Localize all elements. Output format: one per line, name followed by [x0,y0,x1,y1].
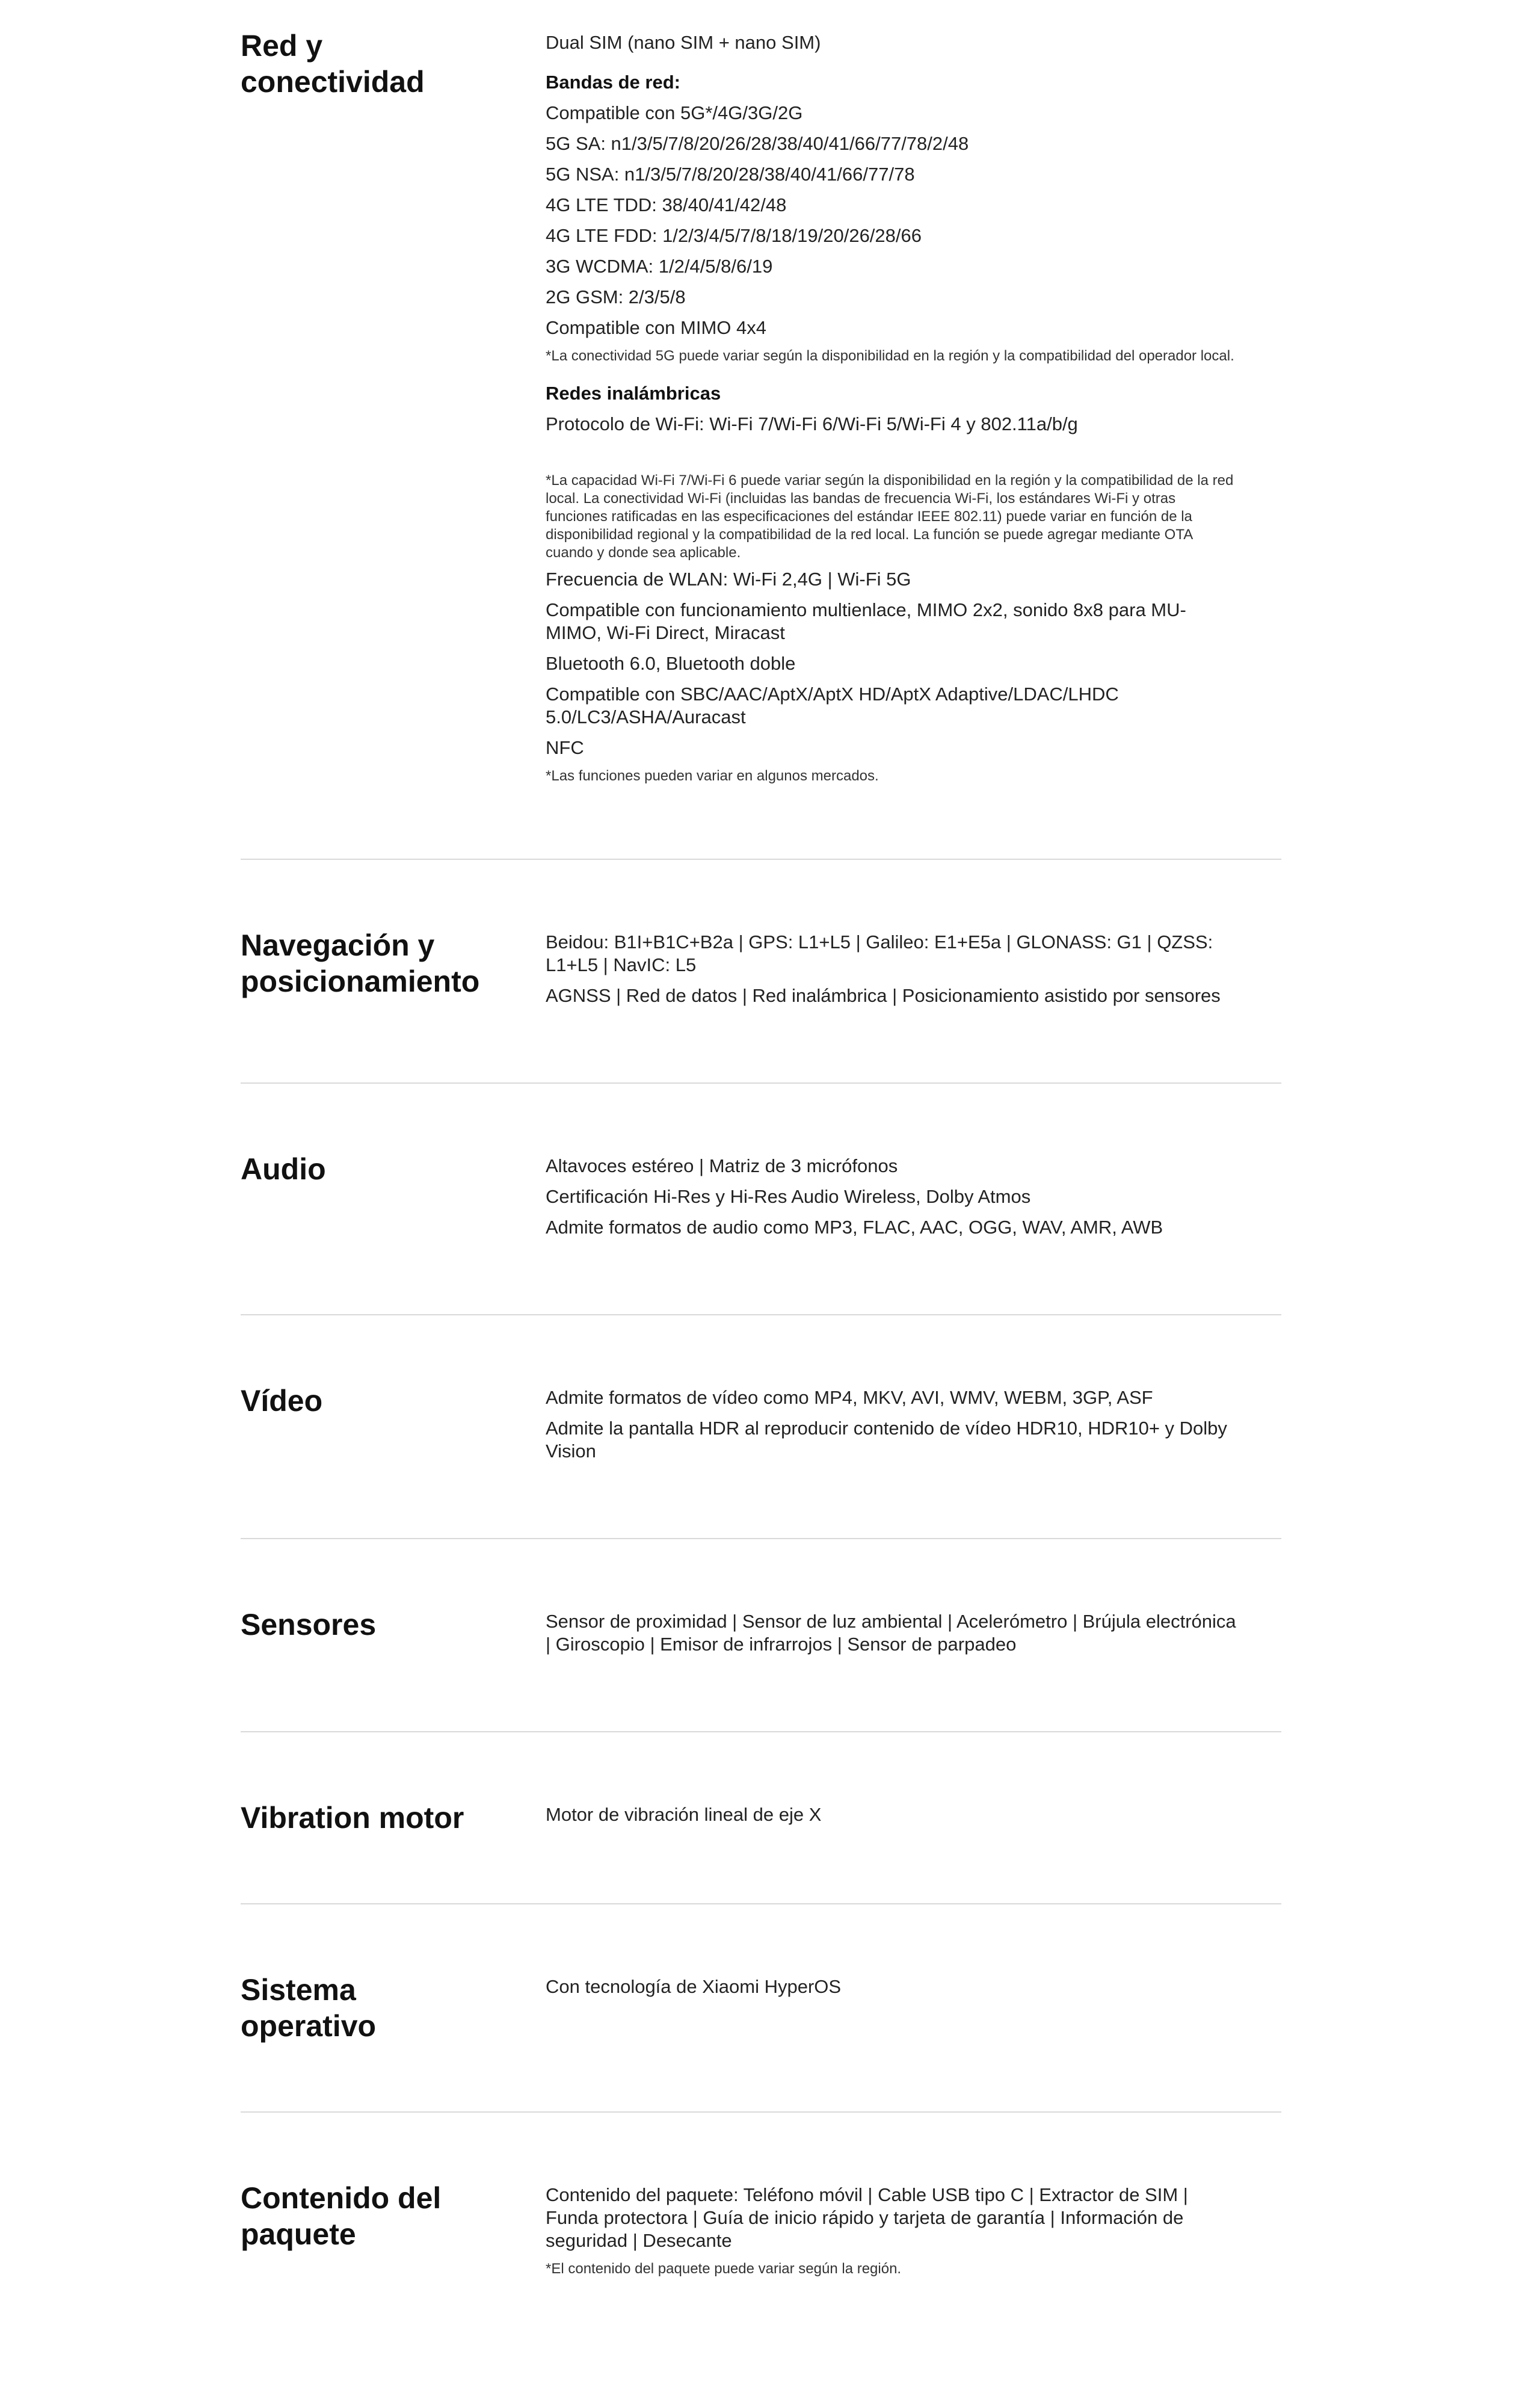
section-title: Vibration motor [241,1801,464,1835]
spec-line: Bluetooth 6.0, Bluetooth doble [546,653,796,674]
spec-section-vibration-motor [241,1732,1281,1904]
section-title: Sensores [241,1608,377,1641]
spec-section-video [241,1315,1281,1539]
section-content [546,31,1237,791]
spec-line: Sensor de proximidad | Sensor de luz ambiental | Acelerómetro | Brújula electrónica | Giroscopio | Emisor de infrarrojos | Sensor de parpadeo [546,1611,1236,1655]
spec-section-audio [241,1084,1281,1315]
section-title: Sistema operativo [241,1973,377,2043]
spec-line: Certificación Hi-Res y Hi-Res Audio Wireless, Dolby Atmos [546,1186,1031,1207]
spec-line: Admite la pantalla HDR al reproducir contenido de vídeo HDR10, HDR10+ y Dolby Vision [546,1418,1227,1462]
spec-section-red-y-conectividad [241,0,1281,860]
spec-line: Protocolo de Wi-Fi: Wi-Fi 7/Wi-Fi 6/Wi-Fi 5/Wi-Fi 4 y 802.11a/b/g [546,413,1078,434]
spec-line: Altavoces estéreo | Matriz de 3 micrófonos [546,1155,898,1176]
spec-section-sensores [241,1539,1281,1732]
spec-line: Compatible con 5G*/4G/3G/2G [546,102,803,123]
spec-line: Admite formatos de vídeo como MP4, MKV, AVI, WMV, WEBM, 3GP, ASF [546,1387,1153,1408]
spec-section-sistema-operativo [241,1904,1281,2113]
spec-section-navegacion-y-posicionamiento [241,860,1281,1084]
section-title: Audio [241,1152,326,1186]
spec-footnote: *La capacidad Wi-Fi 7/Wi-Fi 6 puede variar según la disponibilidad en la región y la compatibilidad de la red local. La conectividad Wi-Fi (incluidas las bandas de frecuencia Wi-Fi, los estándares Wi-Fi y otras funciones ratificadas en las especificaciones del estándar IEEE 802.11) puede variar en función de la disponibilidad regional y la compatibilidad de la red local. La función se puede agregar mediante OTA cuando y donde sea aplicable. [546,472,1234,561]
spec-subheading: Bandas de red: [546,72,680,93]
section-title: Navegación y posicionamiento [241,928,480,998]
spec-footnote: *La conectividad 5G puede variar según la disponibilidad en la región y la compatibilidad del operador local. [546,348,1234,364]
spec-line: AGNSS | Red de datos | Red inalámbrica | Posicionamiento asistido por sensores [546,985,1221,1006]
spec-subheading: Redes inalámbricas [546,383,721,404]
spec-line: Motor de vibración lineal de eje X [546,1804,822,1825]
section-title: Contenido del paquete [241,2181,442,2251]
spec-line: Compatible con MIMO 4x4 [546,317,766,338]
spec-line: 2G GSM: 2/3/5/8 [546,286,686,307]
section-content [546,1610,1237,1664]
section-title: Vídeo [241,1384,323,1418]
spec-line: 4G LTE FDD: 1/2/3/4/5/7/8/18/19/20/26/28/66 [546,225,922,246]
section-content [546,1975,1237,2044]
spec-line: Beidou: B1I+B1C+B2a | GPS: L1+L5 | Galileo: E1+E5a | GLONASS: G1 | QZSS: L1+L5 | NavIC: L5 [546,931,1213,975]
section-content [546,1803,1237,1836]
spec-line: 5G SA: n1/3/5/7/8/20/26/28/38/40/41/66/77/78/2/48 [546,133,969,154]
spec-line: 4G LTE TDD: 38/40/41/42/48 [546,194,787,215]
spec-list [241,0,1281,2351]
section-title: Red y conectividad [241,29,425,99]
section-content [546,1386,1237,1471]
spec-line: Frecuencia de WLAN: Wi-Fi 2,4G | Wi-Fi 5G [546,569,911,590]
spec-line: 3G WCDMA: 1/2/4/5/8/6/19 [546,256,773,277]
spec-line: Contenido del paquete: Teléfono móvil | Cable USB tipo C | Extractor de SIM | Funda protectora | Guía de inicio rápido y tarjeta de garantía | Información de seguridad | Desecante [546,2184,1188,2251]
spec-line: Compatible con funcionamiento multienlace, MIMO 2x2, sonido 8x8 para MU-MIMO, Wi-Fi Direct, Miracast [546,599,1186,643]
spec-line: Dual SIM (nano SIM + nano SIM) [546,32,821,53]
section-content [546,2184,1237,2284]
section-content [546,1155,1237,1247]
spec-section-contenido-del-paquete [241,2113,1281,2351]
spec-line: Compatible con SBC/AAC/AptX/AptX HD/AptX Adaptive/LDAC/LHDC 5.0/LC3/ASHA/Auracast [546,684,1119,727]
spec-line: 5G NSA: n1/3/5/7/8/20/28/38/40/41/66/77/78 [546,164,915,185]
spec-line: Admite formatos de audio como MP3, FLAC, AAC, OGG, WAV, AMR, AWB [546,1217,1163,1238]
section-content [546,931,1237,1015]
spec-footnote: *El contenido del paquete puede variar según la región. [546,2261,902,2277]
spec-line: NFC [546,737,584,758]
spec-footnote: *Las funciones pueden variar en algunos mercados. [546,768,879,784]
spec-line: Con tecnología de Xiaomi HyperOS [546,1976,842,1997]
